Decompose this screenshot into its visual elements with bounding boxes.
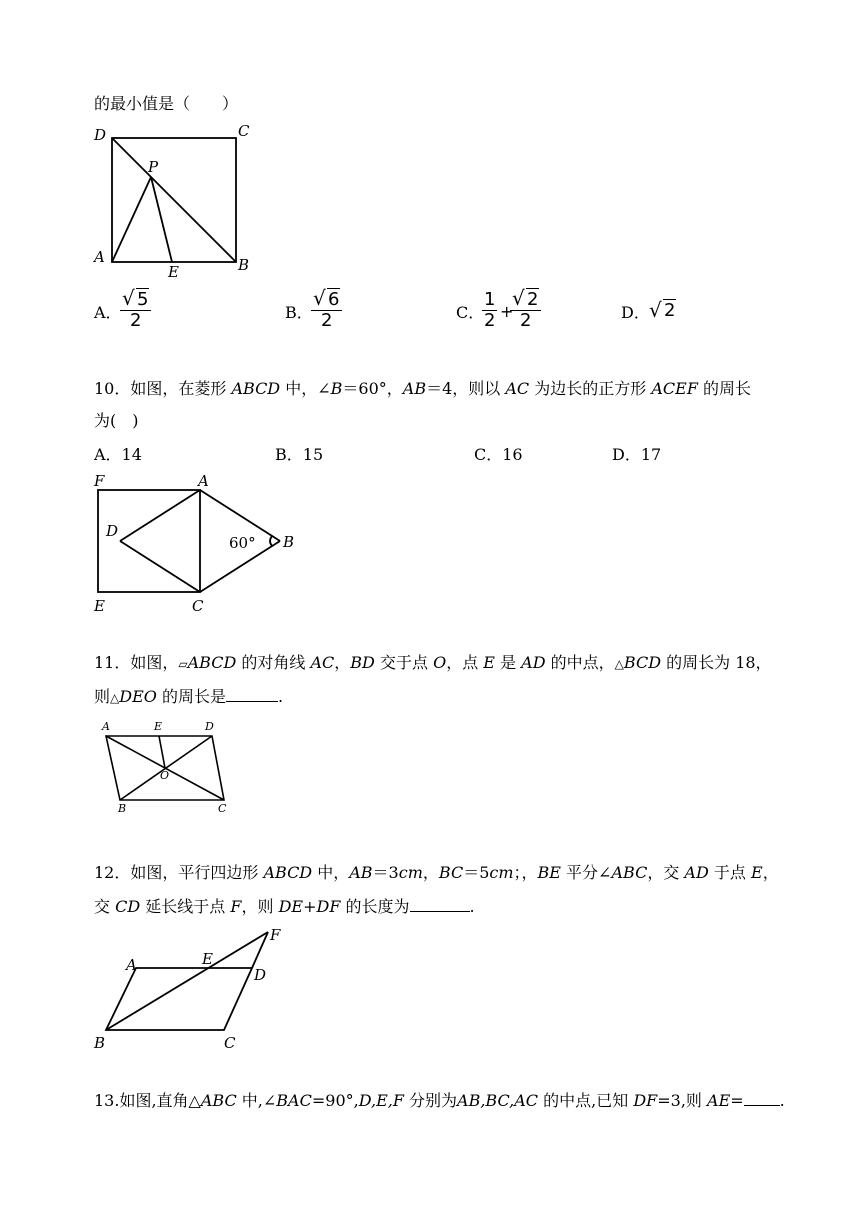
q11-figure [96, 716, 236, 820]
q12-figure [90, 924, 290, 1056]
q10-label-D: D [106, 522, 119, 540]
q9-option-c-fraction-1 [482, 290, 497, 331]
q9-option-c[interactable] [456, 286, 556, 336]
q12-line-2: 交 CD 延长线于点 F，则 DE+DF 的长度为 . [94, 897, 475, 916]
q9-option-b-label: B． [285, 303, 313, 322]
q9-figure [88, 122, 258, 282]
q9-option-c-denominator-2: 2 [510, 310, 541, 331]
q9-tail-text: 的最小值是（ ） [94, 94, 239, 113]
q10-angle-label: 60° [229, 534, 256, 552]
q11-label-E: E [154, 720, 163, 733]
q9-option-a-denominator: 2 [120, 310, 151, 331]
q10-option-a[interactable]: A．14 [94, 445, 142, 464]
q13-line-1: 13.如图,直角△ABC 中,∠BAC=90°,D,E,F 分别为AB,BC,AC 的中点,已知 DF=3,则 AE= . [94, 1091, 785, 1110]
q12-line-1: 12．如图，平行四边形 ABCD 中，AB＝3cm，BC＝5cm；，BE 平分∠ABC，交 AD 于点 E， [94, 863, 779, 882]
q9-label-A: A [94, 248, 105, 266]
q9-option-b-radicand: 6 [328, 289, 340, 310]
q12-label-E: E [202, 950, 213, 968]
q9-option-c-fraction-2: √ 2 2 [510, 290, 541, 331]
q10-option-c[interactable]: C．16 [474, 445, 523, 464]
q10-label-A: A [198, 472, 209, 490]
q9-label-P: P [148, 158, 159, 176]
q12-answer-blank[interactable] [410, 897, 470, 912]
q11-line-1: 11．如图，▱ABCD 的对角线 AC，BD 交于点 O，点 E 是 AD 的中点，△BCD 的周长为 18， [94, 653, 772, 672]
q11-label-O: O [160, 769, 170, 782]
q9-option-b-denominator: 2 [311, 310, 342, 331]
q10-line-1: 10．如图，在菱形 ABCD 中，∠B＝60°，AB＝4，则以 AC 为边长的正方形 ACEF 的周长 [94, 379, 752, 398]
q9-label-D: D [94, 126, 107, 144]
q13-answer-blank[interactable] [744, 1091, 780, 1106]
q10-option-b[interactable]: B．15 [275, 445, 324, 464]
q9-option-c-label: C． [456, 303, 485, 322]
q9-option-a-fraction: √ 5 2 [120, 290, 151, 331]
q12-label-F: F [270, 926, 281, 944]
q9-option-c-numerator-1: 1 [484, 289, 496, 310]
q9-label-B: B [238, 256, 250, 274]
q11-label-B: B [118, 802, 127, 815]
q9-option-a-radicand: 5 [137, 289, 149, 310]
q9-option-a-label: A． [94, 303, 122, 322]
q10-label-C: C [192, 597, 204, 615]
q11-label-C: C [218, 802, 227, 815]
q10-label-E: E [94, 597, 105, 615]
q11-label-A: A [102, 720, 110, 733]
q12-label-C: C [224, 1034, 236, 1052]
q12-label-A: A [126, 956, 137, 974]
q9-label-C: C [238, 122, 250, 140]
q9-option-c-denominator-1: 2 [484, 310, 496, 331]
q11-answer-blank[interactable] [226, 687, 278, 702]
q10-option-d[interactable]: D．17 [612, 445, 662, 464]
q10-label-F: F [94, 472, 105, 490]
q9-label-E: E [168, 263, 179, 281]
q11-line-2: 则△DEO 的周长是 . [94, 687, 284, 706]
q12-label-D: D [254, 966, 267, 984]
q9-option-d-radicand: 2 [664, 300, 676, 321]
q10-figure [88, 470, 308, 620]
q9-option-c-plus: + [500, 302, 514, 321]
q9-option-b-fraction: √ 6 2 [311, 290, 342, 331]
q11-label-D: D [205, 720, 214, 733]
q9-option-d-label: D． [621, 303, 650, 322]
q10-label-B: B [283, 533, 295, 551]
q12-label-B: B [94, 1034, 106, 1052]
q9-option-d-sqrt: √ 2 [649, 298, 676, 322]
q10-line-2: 为( ) [94, 411, 139, 430]
q9-option-c-radicand: 2 [527, 289, 539, 310]
